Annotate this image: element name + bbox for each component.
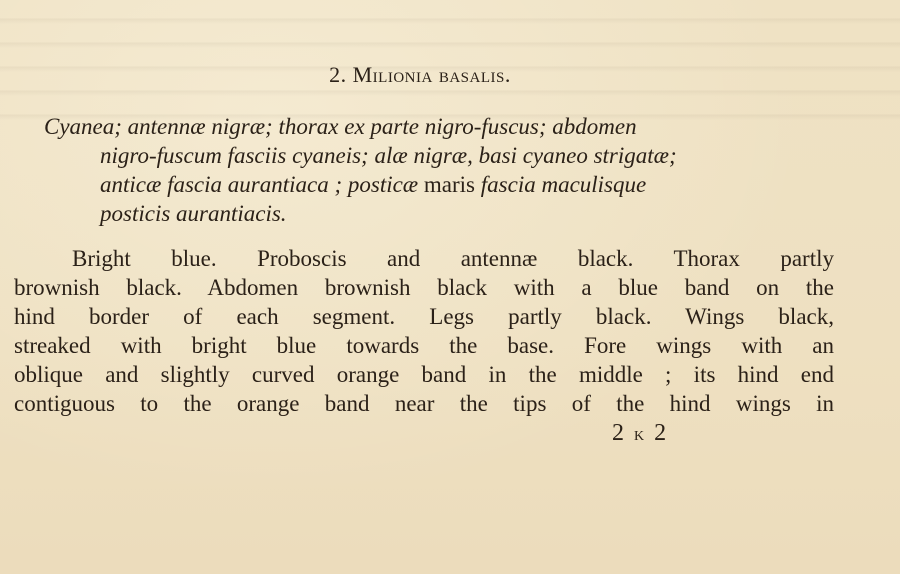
body-line-2: brownish black. Abdomen brownish black with a blue band on the <box>14 275 834 300</box>
species-name: Milionia basalis. <box>352 62 511 87</box>
body-line-5: oblique and slightly curved orange band in the middle ; its hind end <box>14 362 834 387</box>
signature-number-2: 2 <box>654 420 669 446</box>
printer-signature-mark <box>612 420 668 447</box>
signature-letter: k <box>634 423 647 445</box>
body-line-6: contiguous to the orange band near the tips of the hind wings in <box>14 391 834 416</box>
english-description <box>14 244 834 418</box>
latin-line-3-part-a: anticæ fascia aurantiaca ; posticæ <box>100 172 419 197</box>
body-line-4: streaked with bright blue towards the base. Fore wings with an <box>14 333 834 358</box>
signature-number-1: 2 <box>612 420 626 446</box>
latin-description <box>44 112 834 228</box>
species-number: 2. <box>329 62 347 87</box>
body-line-3: hind border of each segment. Legs partly black. Wings black, <box>14 304 834 329</box>
latin-line-2: nigro-fuscum fasciis cyaneis; alæ nigræ, basi cyaneo strigatæ; <box>100 143 677 168</box>
latin-line-1: Cyanea; antennæ nigræ; thorax ex parte nigro-fuscus; abdomen <box>44 114 637 139</box>
latin-line-3 <box>44 170 834 199</box>
show-through-text <box>0 0 900 120</box>
latin-line-3-part-c: fascia maculisque <box>480 172 647 197</box>
species-heading <box>0 62 840 88</box>
latin-line-4: posticis aurantiacis. <box>100 201 287 226</box>
body-line-1: Bright blue. Proboscis and antennæ black. Thorax partly <box>72 246 834 271</box>
latin-line-3-part-b: maris <box>423 172 476 197</box>
